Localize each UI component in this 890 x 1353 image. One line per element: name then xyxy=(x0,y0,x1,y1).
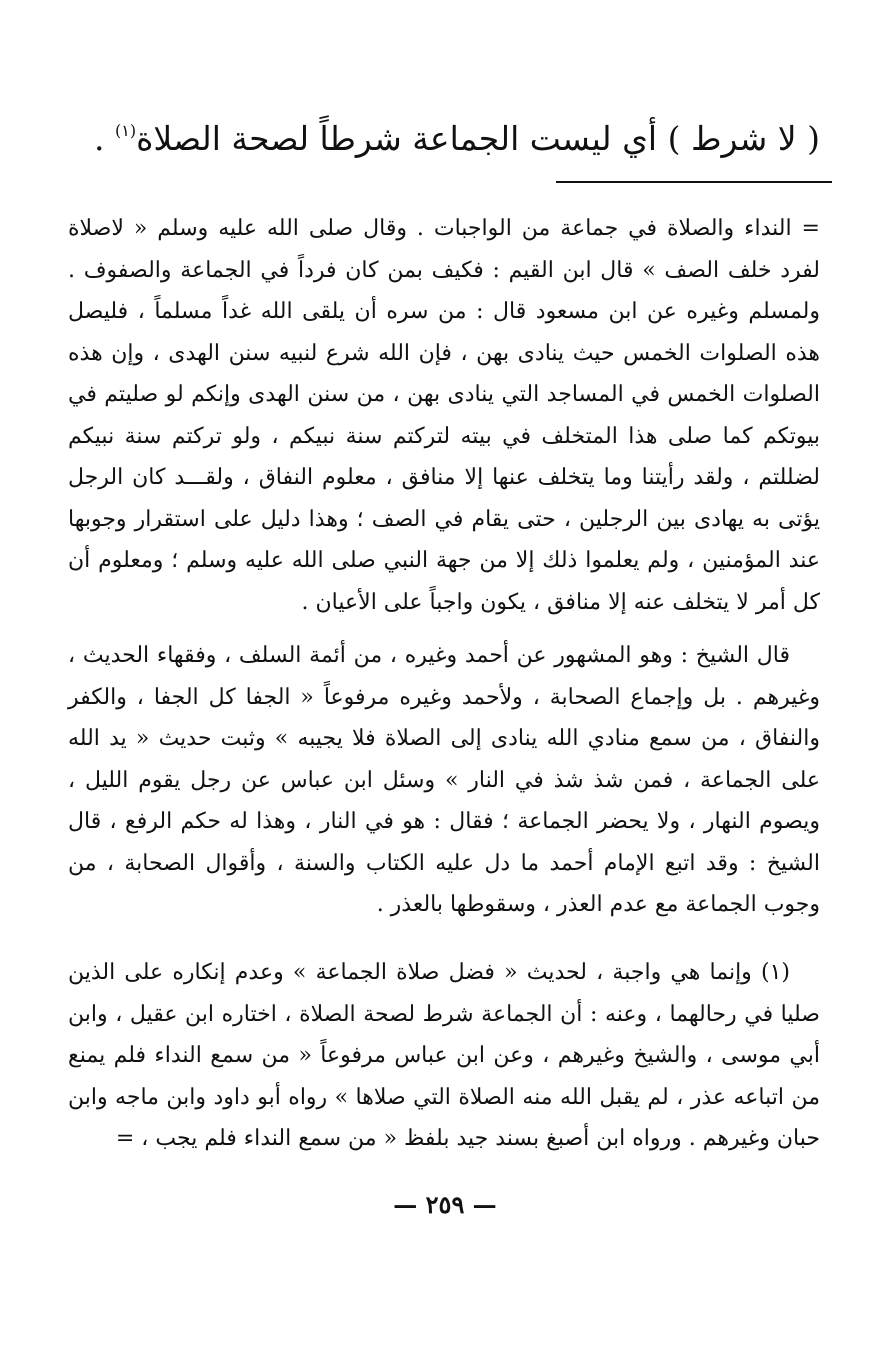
commentary-text xyxy=(68,208,820,926)
commentary-paragraph-2: قال الشيخ : وهو المشهور عن أحمد وغيره ، من أئمة السلف ، وفقهاء الحديث ، وغيرهم . بل وإجماع الصحابة ، ولأحمد وغيره مرفوعاً « الجفا كل الجفا ، والكفر والنفاق ، من سمع منادي الله ينادى إلى الصلاة فلا يجيبه » وثبت حديث « يد الله على الجماعة ، فمن شذ شذ في النار » وسئل ابن عباس عن رجل يقوم الليل ، ويصوم النهار ، ولا يحضر الجماعة ؛ فقال : هو في النار ، وهذا له حكم الرفع ، قال الشيخ : وقد اتبع الإمام أحمد ما دل عليه الكتاب والسنة ، وأقوال الصحابة ، من وجوب الجماعة مع عدم العذر ، وسقوطها بالعذر . xyxy=(68,643,820,917)
footnote xyxy=(68,952,820,1160)
separator-rule xyxy=(556,181,832,183)
commentary-paragraph-1: = النداء والصلاة في جماعة من الواجبات . وقال صلى الله عليه وسلم « لاصلاة لفرد خلف الصف » قال ابن القيم : فكيف بمن كان فرداً في الجماعة والصفوف . ولمسلم وغيره عن ابن مسعود قال : من سره أن يلقى الله غداً مسلماً ، فليصل هذه الصلوات الخمس حيث ينادى بهن ، فإن الله شرع لنبيه سنن الهدى ، وإن هذه الصلوات الخمس في المساجد التي ينادى بهن ، من سنن الهدى وإنكم لو صليتم في بيوتكم كما صلى هذا المتخلف في بيته لتركتم سنة نبيكم ، ولو تركتم سنة نبيكم لضللتم ، ولقد رأيتنا وما يتخلف عنها إلا منافق ، معلوم النفاق ، ولقـــد كان الرجل يؤتى به يهادى بين الرجلين ، حتى يقام في الصف ؛ وهذا دليل على استقرار وجوبها عند المؤمنين ، ولم يعلموا ذلك إلا من جهة النبي صلى الله عليه وسلم ؛ ومعلوم أن كل أمر لا يتخلف عنه إلا منافق ، يكون واجباً على الأعيان . xyxy=(68,216,820,615)
heading-end: . xyxy=(94,119,115,158)
page-number: — ٢٥٩ — xyxy=(393,1190,497,1219)
section-heading xyxy=(60,103,820,167)
footnote-marker: (١) xyxy=(114,121,137,140)
heading-text: ( لا شرط ) أي ليست الجماعة شرطاً لصحة الصلاة xyxy=(136,119,820,158)
footnote-text: (١) وإنما هي واجبة ، لحديث « فضل صلاة الجماعة » وعدم إنكاره على الذين صليا في رحالهما ، وعنه : أن الجماعة شرط لصحة الصلاة ، اختاره ابن عقيل ، وابن أبي موسى ، والشيخ وغيرهم ، وعن ابن عباس مرفوعاً « من سمع النداء فلم يمنع من اتباعه عذر ، لم يقبل الله منه الصلاة التي صلاها » رواه أبو داود وابن ماجه وابن حبان وغيرهم . ورواه ابن أصبغ بسند جيد بلفظ « من سمع النداء فلم يجب ، = xyxy=(68,960,820,1151)
